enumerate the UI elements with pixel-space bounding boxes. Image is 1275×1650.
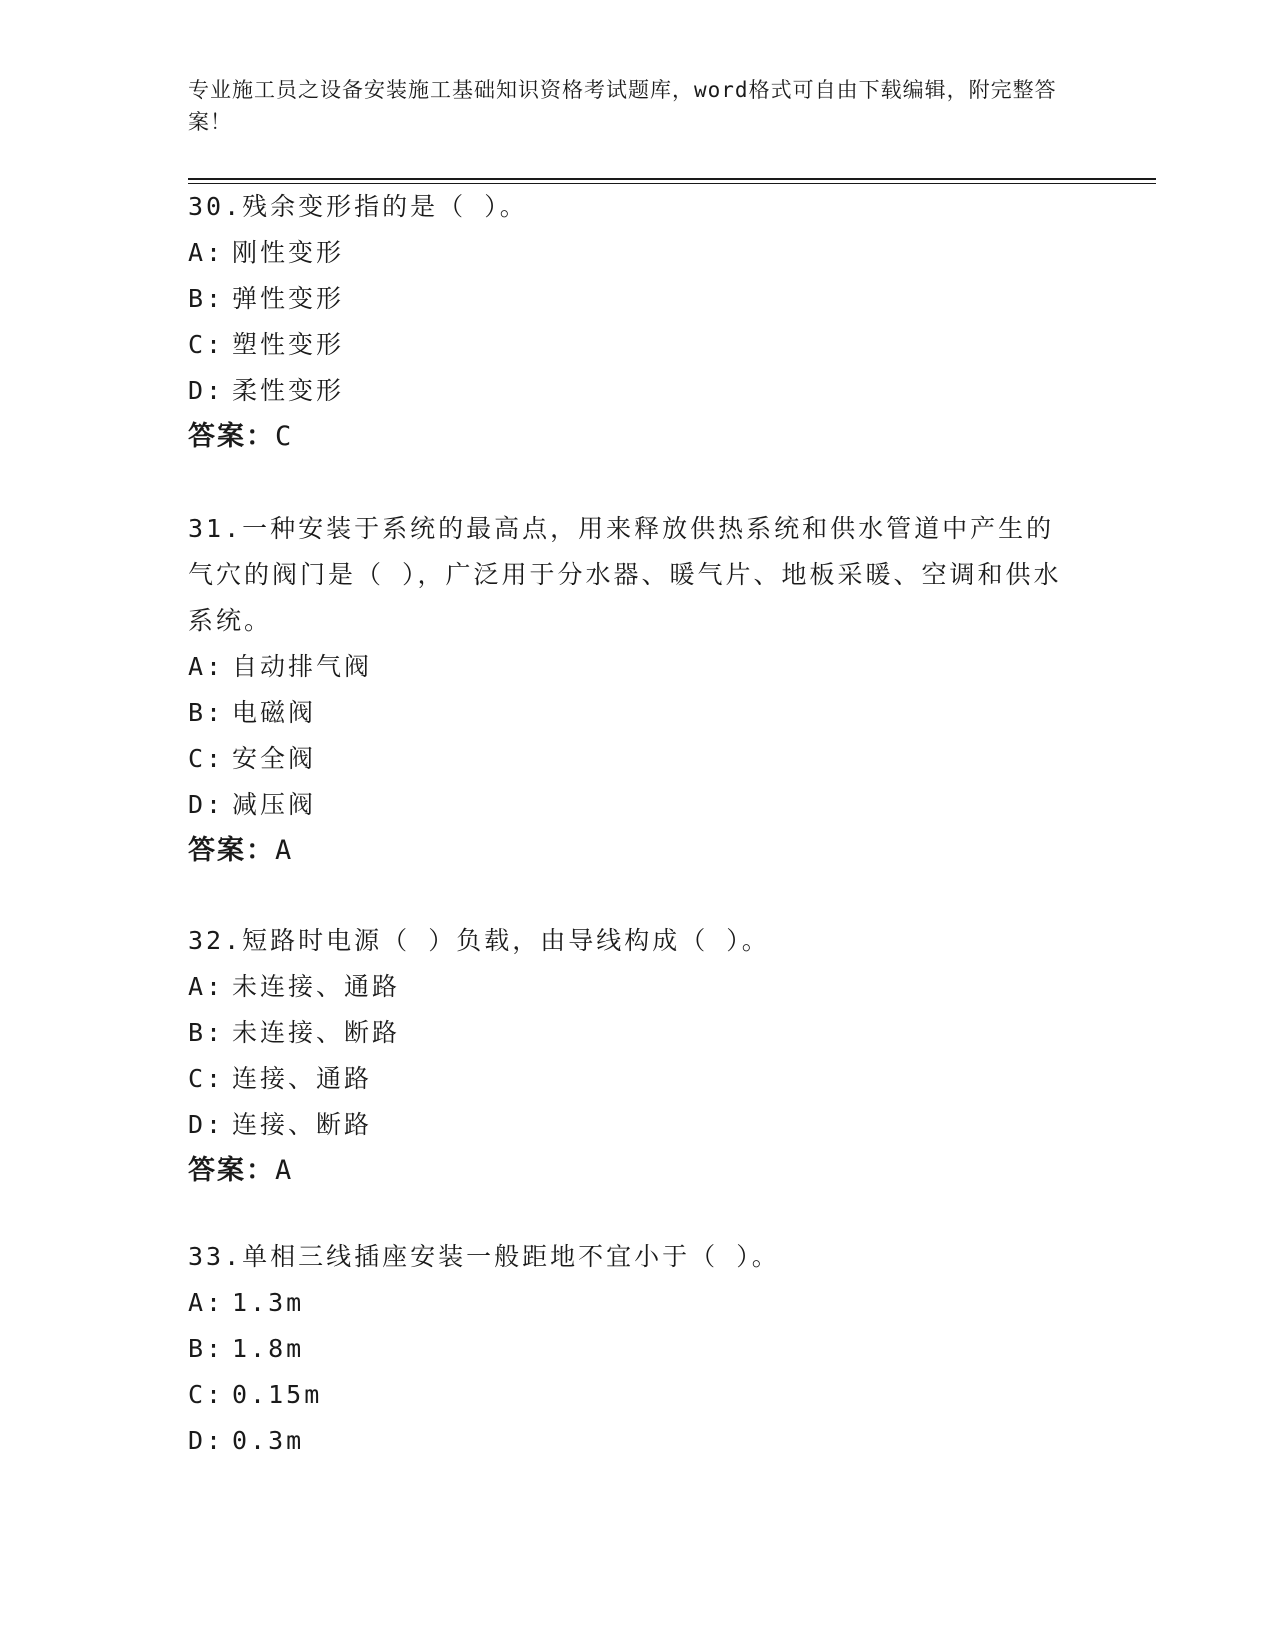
option-d (188, 368, 1088, 414)
option-letter: A: (188, 238, 225, 267)
option-text: 弹性变形 (232, 284, 345, 313)
option-a (188, 1280, 1088, 1326)
option-c (188, 1056, 1088, 1102)
option-letter: C: (188, 744, 225, 773)
option-letter: A: (188, 652, 225, 681)
question-33 (188, 1234, 1088, 1464)
option-letter: D: (188, 1426, 225, 1455)
option-text: 1.8m (232, 1334, 305, 1363)
option-c (188, 322, 1088, 368)
option-text: 未连接、断路 (232, 1018, 401, 1047)
option-text: 柔性变形 (232, 376, 345, 405)
question-31 (188, 506, 1088, 874)
option-d (188, 1102, 1088, 1148)
option-letter: C: (188, 1064, 225, 1093)
option-letter: D: (188, 376, 225, 405)
answer-line (188, 414, 1088, 460)
option-a (188, 230, 1088, 276)
option-text: 减压阀 (232, 790, 317, 819)
option-d (188, 782, 1088, 828)
option-text: 电磁阀 (232, 698, 317, 727)
option-text: 未连接、通路 (232, 972, 401, 1001)
answer-label: 答案： (188, 421, 275, 452)
question-stem: 30.残余变形指的是（ ）。 (188, 192, 528, 221)
header-divider-thick (188, 178, 1156, 180)
document-header: 专业施工员之设备安装施工基础知识资格考试题库，word格式可自由下载编辑，附完整答案！ (188, 78, 1057, 134)
option-b (188, 690, 1088, 736)
option-b (188, 1326, 1088, 1372)
option-letter: A: (188, 1288, 225, 1317)
option-c (188, 736, 1088, 782)
option-letter: B: (188, 284, 225, 313)
answer-line (188, 1148, 1088, 1194)
option-d (188, 1418, 1088, 1464)
answer-value: C (275, 421, 294, 452)
option-text: 0.3m (232, 1426, 305, 1455)
answer-value: A (275, 835, 294, 866)
option-a (188, 964, 1088, 1010)
option-text: 塑性变形 (232, 330, 345, 359)
option-text: 0.15m (232, 1380, 323, 1409)
option-text: 1.3m (232, 1288, 305, 1317)
option-text: 连接、通路 (232, 1064, 373, 1093)
question-stem: 32.短路时电源（ ）负载，由导线构成（ ）。 (188, 926, 770, 955)
option-letter: C: (188, 330, 225, 359)
answer-label: 答案： (188, 835, 275, 866)
option-text: 刚性变形 (232, 238, 345, 267)
answer-line (188, 828, 1088, 874)
question-30 (188, 184, 1088, 460)
option-b (188, 1010, 1088, 1056)
option-letter: D: (188, 1110, 225, 1139)
answer-label: 答案： (188, 1155, 275, 1186)
question-32 (188, 918, 1088, 1194)
option-c (188, 1372, 1088, 1418)
option-letter: B: (188, 698, 225, 727)
option-letter: C: (188, 1380, 225, 1409)
option-a (188, 644, 1088, 690)
option-b (188, 276, 1088, 322)
option-text: 连接、断路 (232, 1110, 373, 1139)
option-letter: D: (188, 790, 225, 819)
option-letter: B: (188, 1018, 225, 1047)
question-stem: 33.单相三线插座安装一般距地不宜小于（ ）。 (188, 1242, 780, 1271)
option-text: 自动排气阀 (232, 652, 373, 681)
option-letter: B: (188, 1334, 225, 1363)
option-text: 安全阀 (232, 744, 317, 773)
answer-value: A (275, 1155, 294, 1186)
question-stem: 31.一种安装于系统的最高点，用来释放供热系统和供水管道中产生的气穴的阀门是（ ），广泛用于分水器、暖气片、地板采暖、空调和供水系统。 (188, 514, 1062, 635)
option-letter: A: (188, 972, 225, 1001)
